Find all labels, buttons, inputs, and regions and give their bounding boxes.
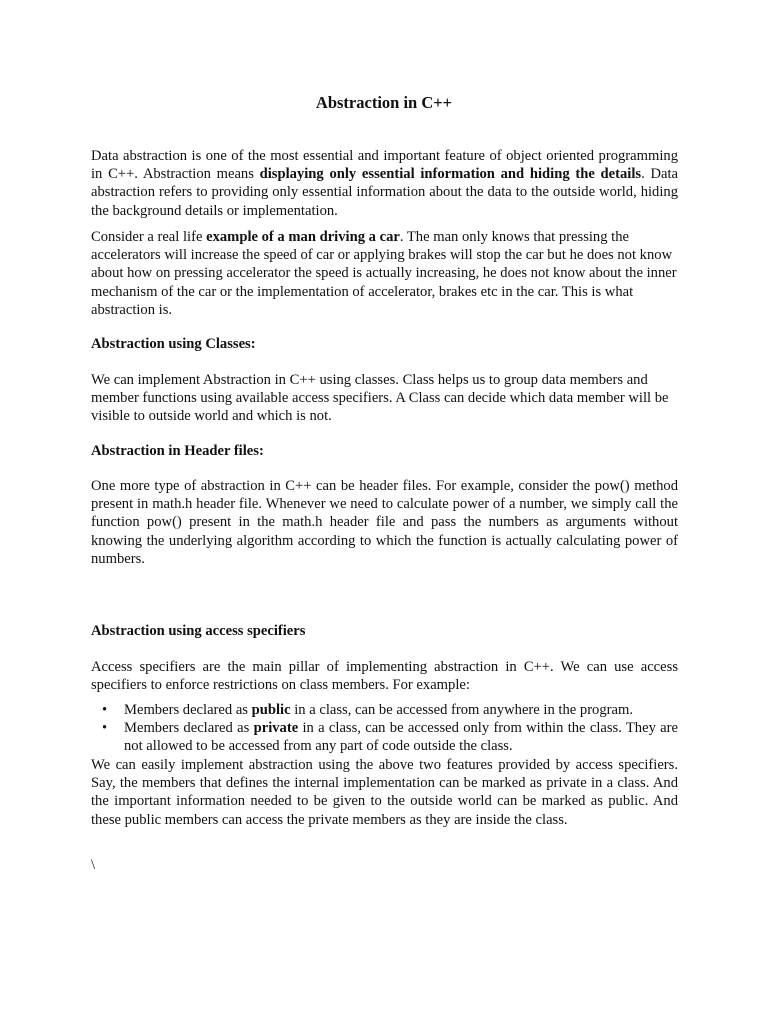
access-specifiers-heading: Abstraction using access specifiers	[91, 623, 306, 639]
list-item-private	[91, 719, 678, 755]
access-specifiers-list	[91, 701, 678, 756]
list-item-text: Members declared as	[124, 702, 252, 718]
access-specifiers-closing-paragraph: We can easily implement abstraction using the above two features provided by access specifiers. Say, the members that defines the internal implementation can be marked as private in a class. And the important information needed to be given to the outside world can be marked as public. And these public members can access the private members as they are inside the class.	[91, 757, 678, 828]
stray-backslash: \	[91, 857, 96, 873]
bullet-icon: •	[102, 720, 108, 737]
intro-bold-text: displaying only essential information and hiding the details	[259, 166, 642, 183]
intro-text-1: Data abstraction is one of the most essential and important feature of object oriented programming in C++. Abstraction means	[91, 148, 678, 183]
classes-heading: Abstraction using Classes:	[91, 336, 256, 352]
list-item-text: Members declared as	[124, 720, 254, 737]
list-item-bold-text: public	[251, 702, 291, 718]
list-item-text: in a class, can be accessed from anywhere in the program.	[290, 702, 633, 718]
list-item-public	[91, 701, 678, 719]
header-files-paragraph: One more type of abstraction in C++ can be header files. For example, consider the pow() method present in math.h header file. Whenever we need to calculate power of a number, we simply call the function pow() present in the math.h header file and pass the numbers as arguments without knowing the underlying algorithm according to which the function is actually calculating power of numbers.	[91, 478, 678, 567]
example-bold-text: example of a man driving a car	[206, 229, 400, 245]
intro-paragraph	[91, 147, 678, 220]
access-specifiers-paragraph: Access specifiers are the main pillar of implementing abstraction in C++. We can use access specifiers to enforce restrictions on class members. For example:	[91, 659, 678, 694]
intro-text-2: . Data abstraction refers to providing only essential information about the data to the outside world, hiding the background details or implementation.	[91, 166, 678, 219]
bullet-icon: •	[102, 702, 108, 718]
classes-paragraph: We can implement Abstraction in C++ using classes. Class helps us to group data members and member functions using available access specifiers. A Class can decide which data member will be visible to outside world and which is not.	[91, 372, 669, 425]
document-title: Abstraction in C++	[315, 93, 453, 112]
header-files-heading: Abstraction in Header files:	[91, 443, 264, 459]
example-text-1: Consider a real life	[91, 229, 207, 245]
example-text-2: . The man only knows that pressing the accelerators will increase the speed of car or applying brakes will stop the car but he does not know about how on pressing accelerator the speed is actually increasing, he does not know about the inner mechanism of the car or the implementation of accelerator, brakes etc in the car. This is what abstraction is.	[91, 229, 677, 318]
list-item-bold-text: private	[253, 720, 299, 737]
example-paragraph	[91, 228, 678, 319]
list-item-text: in a class, can be accessed only from within the class. They are not allowed to be accessed from any part of code outside the class.	[124, 720, 678, 755]
